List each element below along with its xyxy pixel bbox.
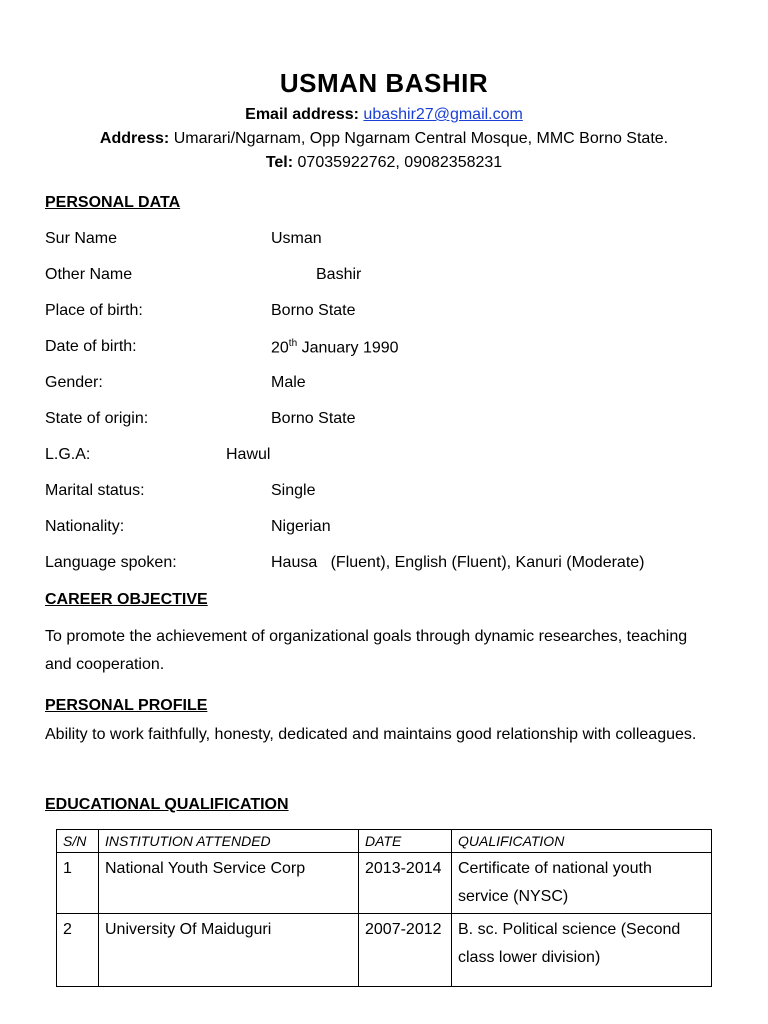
- email-line: [0, 106, 768, 124]
- table-row: [57, 853, 712, 914]
- career-objective-heading: CAREER OBJECTIVE: [45, 591, 208, 608]
- personal-profile-text: Ability to work faithfully, honesty, dedicated and maintains good relationship with colleagues.: [45, 726, 697, 743]
- cell-institution: University Of Maiduguri: [99, 914, 359, 987]
- field-label: Marital status:: [45, 482, 145, 499]
- column-header: INSTITUTION ATTENDED: [99, 830, 359, 853]
- cell-date: 2013-2014: [359, 853, 452, 914]
- tel-value: 07035922762, 09082358231: [297, 154, 503, 171]
- field-label: Language spoken:: [45, 554, 177, 571]
- address-value: Umarari/Ngarnam, Opp Ngarnam Central Mosque, MMC Borno State.: [173, 130, 669, 147]
- field-value: Male: [271, 374, 306, 391]
- field-label: Nationality:: [45, 518, 125, 535]
- cell-institution: National Youth Service Corp: [99, 853, 359, 914]
- field-label: Other Name: [45, 266, 133, 283]
- cell-qualification: B. sc. Political science (Second class lower division): [452, 914, 712, 987]
- field-value: Hausa (Fluent), English (Fluent), Kanuri (Moderate): [271, 554, 645, 571]
- field-value: Nigerian: [271, 518, 331, 535]
- personal-data-row: [45, 554, 745, 576]
- email-link[interactable]: ubashir27@gmail.com: [363, 106, 523, 123]
- personal-data-row: [45, 302, 745, 324]
- field-value: Borno State: [271, 302, 356, 319]
- field-value: Hawul: [226, 446, 271, 463]
- personal-data-row: [45, 482, 745, 504]
- tel-label: Tel:: [265, 154, 294, 171]
- cell-qualification: Certificate of national youth service (NYSC): [452, 853, 712, 914]
- applicant-name: USMAN BASHIR: [279, 68, 489, 98]
- personal-data-heading: PERSONAL DATA: [45, 194, 181, 211]
- field-label: L.G.A:: [45, 446, 91, 463]
- table-header-row: [57, 830, 712, 853]
- column-header: QUALIFICATION: [452, 830, 712, 853]
- career-objective-text: To promote the achievement of organizational goals through dynamic researches, teaching and cooperation.: [45, 628, 688, 673]
- address-line: [0, 130, 768, 148]
- personal-data-row: [45, 410, 745, 432]
- education-table: [56, 829, 712, 987]
- field-value: Usman: [271, 230, 322, 247]
- personal-data-row: [45, 230, 745, 252]
- column-header: S/N: [57, 830, 99, 853]
- field-value: Bashir: [316, 266, 362, 283]
- field-label: Gender:: [45, 374, 103, 391]
- field-value: Borno State: [271, 410, 356, 427]
- personal-data-row: [45, 374, 745, 396]
- table-row: [57, 914, 712, 987]
- column-header: DATE: [359, 830, 452, 853]
- email-label: Email address:: [245, 106, 359, 123]
- field-label: Place of birth:: [45, 302, 143, 319]
- personal-data-row: [45, 266, 745, 288]
- field-label: State of origin:: [45, 410, 149, 427]
- field-label: Date of birth:: [45, 338, 137, 355]
- tel-line: [0, 154, 768, 172]
- cell-date: 2007-2012: [359, 914, 452, 987]
- field-label: Sur Name: [45, 230, 118, 247]
- field-value: 20th January 1990: [271, 338, 399, 357]
- educational-qualification-heading: EDUCATIONAL QUALIFICATION: [45, 796, 289, 813]
- personal-data-row: [45, 338, 745, 360]
- field-value: Single: [271, 482, 316, 499]
- address-label: Address:: [99, 130, 170, 147]
- personal-data-row: [45, 518, 745, 540]
- personal-profile-heading: PERSONAL PROFILE: [45, 697, 208, 714]
- cell-sn: 1: [57, 853, 99, 914]
- personal-data-row: [45, 446, 745, 468]
- cell-sn: 2: [57, 914, 99, 987]
